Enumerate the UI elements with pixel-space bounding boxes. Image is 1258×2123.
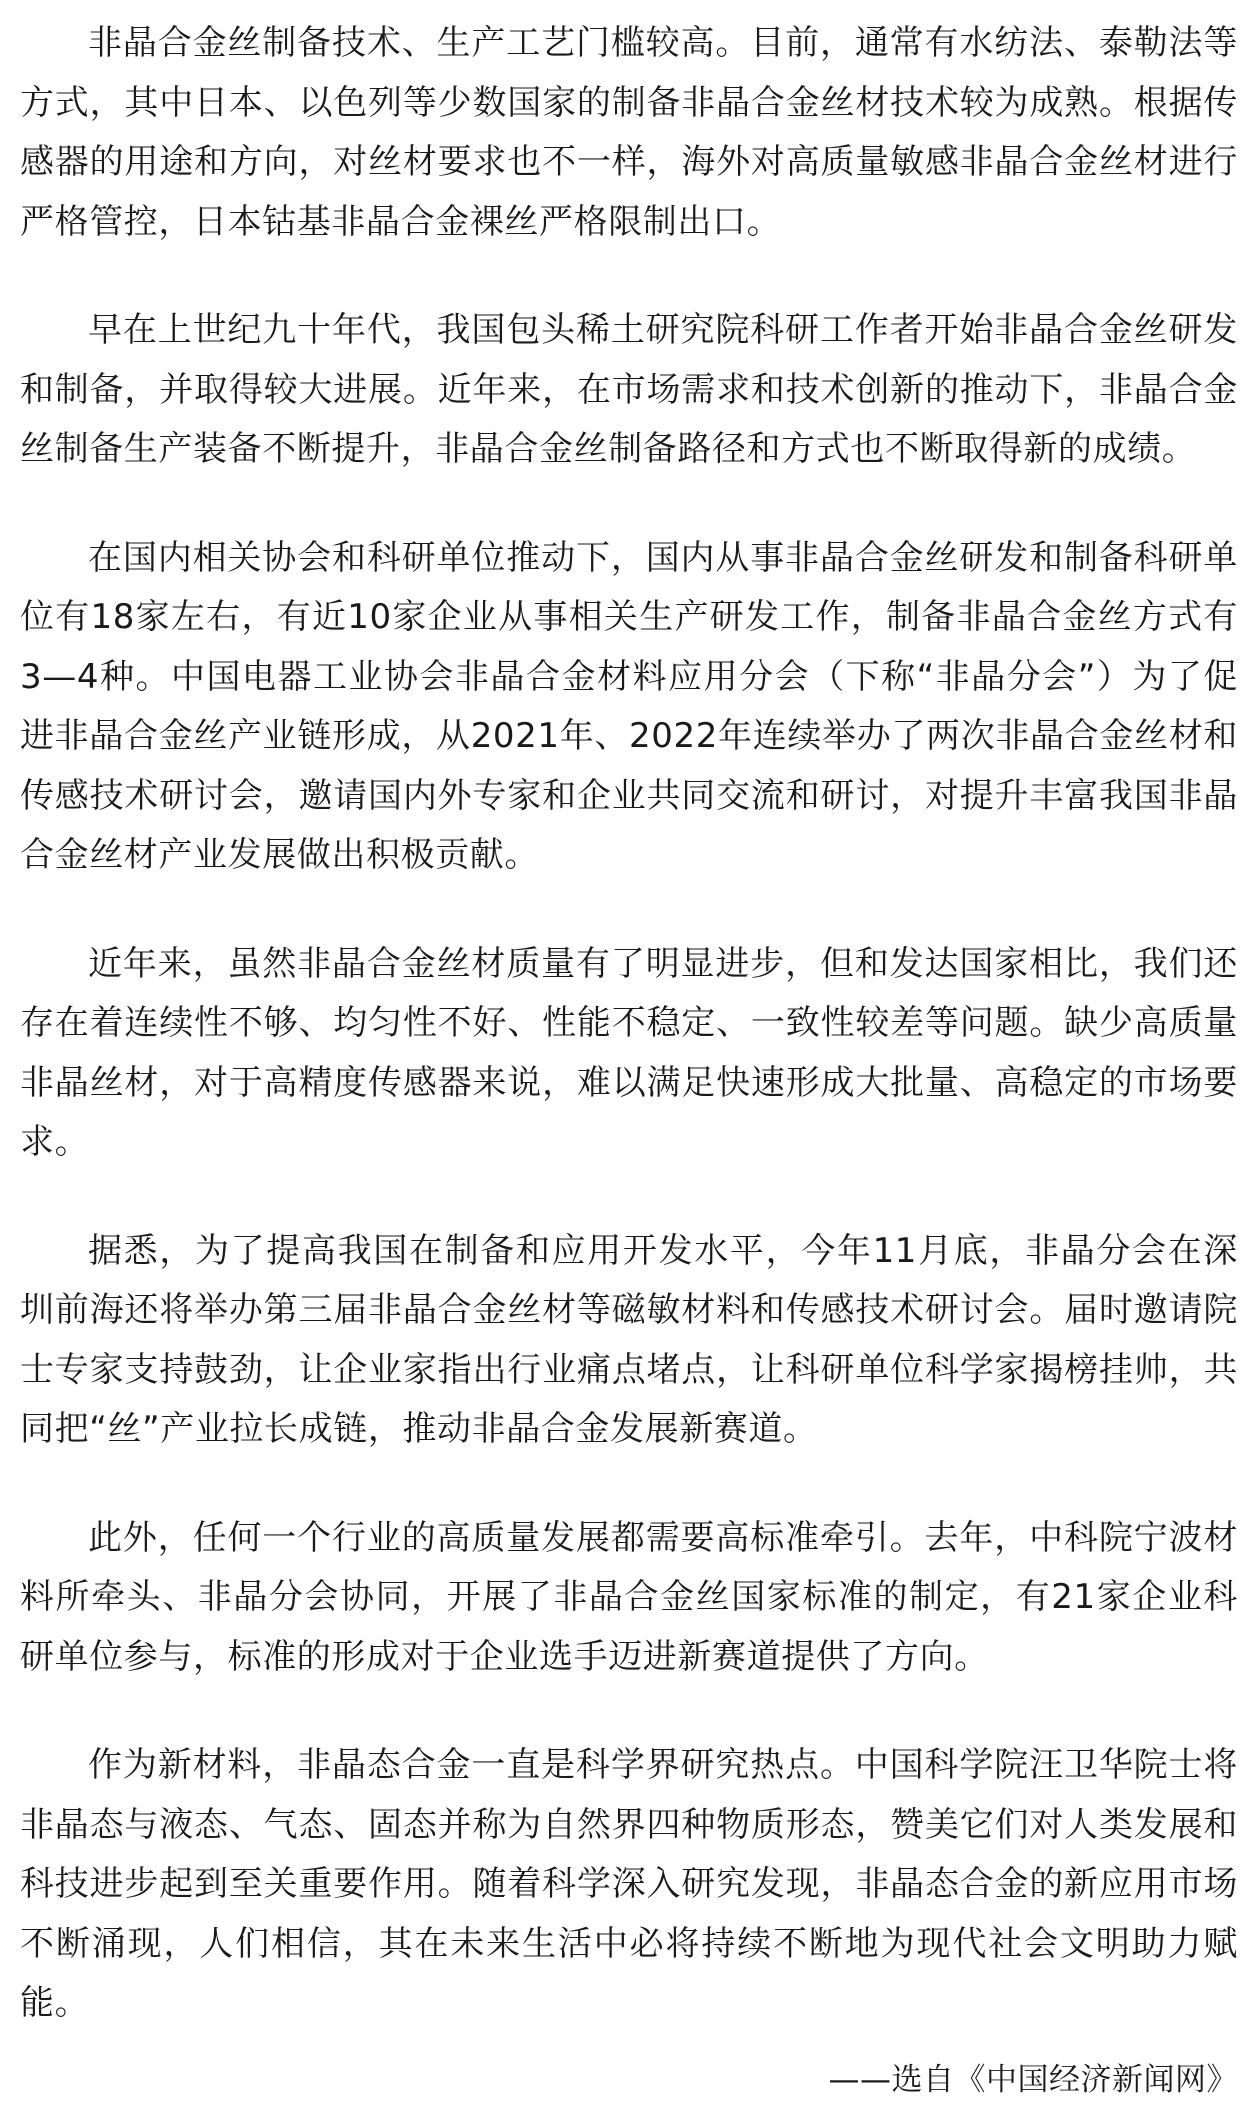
paragraph-1: 非晶合金丝制备技术、生产工艺门槛较高。目前，通常有水纺法、泰勒法等方式，其中日本、以色列等少数国家的制备非晶合金丝材技术较为成熟。根据传感器的用途和方向，对丝材要求也不一样，海外对高质量敏感非晶合金丝材进行严格管控，日本钴基非晶合金裸丝严格限制出口。 <box>20 23 1238 242</box>
paragraph-6: 此外，任何一个行业的高质量发展都需要高标准牵引。去年，中科院宁波材料所牵头、非晶分会协同，开展了非晶合金丝国家标准的制定，有21家企业科研单位参与，标准的形成对于企业选手迈进新赛道提供了方向。 <box>20 1517 1238 1677</box>
paragraph-2: 早在上世纪九十年代，我国包头稀土研究院科研工作者开始非晶合金丝研发和制备，并取得较大进展。近年来，在市场需求和技术创新的推动下，非晶合金丝制备生产装备不断提升，非晶合金丝制备路径和方式也不断取得新的成绩。 <box>20 310 1238 469</box>
paragraph-5: 据悉，为了提高我国在制备和应用开发水平，今年11月底，非晶分会在深圳前海还将举办第三届非晶合金丝材等磁敏材料和传感技术研讨会。届时邀请院士专家支持鼓劲，让企业家指出行业痛点堵点，让科研单位科学家揭榜挂帅，共同把“丝”产业拉长成链，推动非晶合金发展新赛道。 <box>20 1230 1238 1449</box>
paragraph-4: 近年来，虽然非晶合金丝材质量有了明显进步，但和发达国家相比，我们还存在着连续性不够、均匀性不好、性能不稳定、一致性较差等问题。缺少高质量非晶丝材，对于高精度传感器来说，难以满足快速形成大批量、高稳定的市场要求。 <box>20 943 1238 1162</box>
source-attribution: ——选自《中国经济新闻网》 <box>828 2062 1238 2098</box>
paragraph-7: 作为新材料，非晶态合金一直是科学界研究热点。中国科学院汪卫华院士将非晶态与液态、气态、固态并称为自然界四种物质形态，赞美它们对人类发展和科技进步起到至关重要作用。随着科学深入研究发现，非晶态合金的新应用市场不断涌现，人们相信，其在未来生活中必将持续不断地为现代社会文明助力赋能。 <box>20 1745 1238 2023</box>
article-body <box>20 14 1238 2083</box>
paragraph-3: 在国内相关协会和科研单位推动下，国内从事非晶合金丝研发和制备科研单位有18家左右，有近10家企业从事相关生产研发工作，制备非晶合金丝方式有3—4种。中国电器工业协会非晶合金材料应用分会（下称“非晶分会”）为了促进非晶合金丝产业链形成，从2021年、2022年连续举办了两次非晶合金丝材和传感技术研讨会，邀请国内外专家和企业共同交流和研讨，对提升丰富我国非晶合金丝材产业发展做出积极贡献。 <box>20 537 1238 875</box>
